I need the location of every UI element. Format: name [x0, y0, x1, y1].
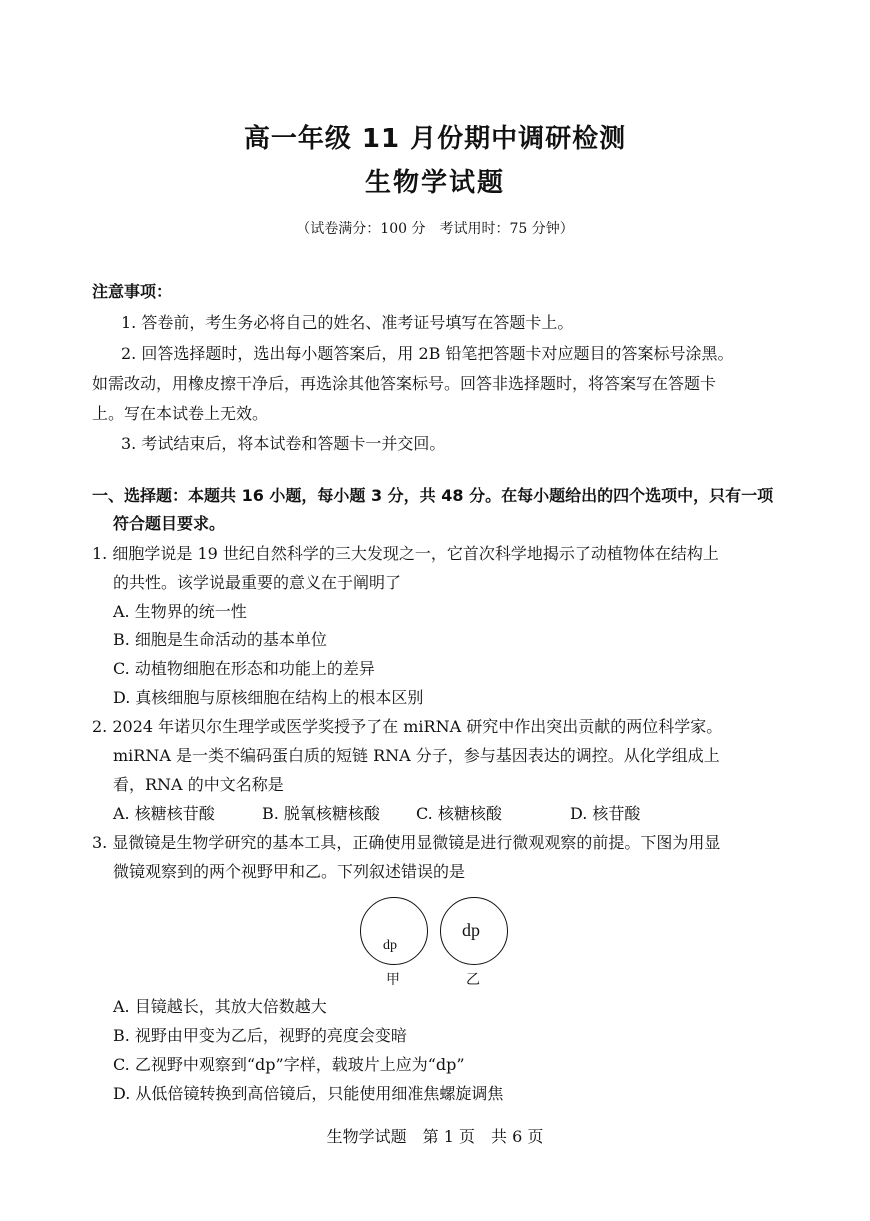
q3-option-c: C. 乙视野中观察到“dp”字样，载玻片上应为“dp”: [113, 1055, 465, 1074]
q2-stem-line-2: miRNA 是一类不编码蛋白质的短链 RNA 分子，参与基因表达的调控。从化学组成上: [113, 746, 720, 765]
q1-option-d: D. 真核细胞与原核细胞在结构上的根本区别: [113, 688, 424, 707]
q3-option-d: D. 从低倍镜转换到高倍镜后，只能使用细准焦螺旋调焦: [113, 1084, 504, 1103]
q2-option-b: B. 脱氧核糖核酸: [262, 804, 380, 823]
q1-stem-line-1: 1. 细胞学说是 19 世纪自然科学的三大发现之一，它首次科学地揭示了动植物体在结构上: [92, 544, 719, 563]
exam-subject-title: 生物学试题: [364, 168, 505, 198]
page-footer: 生物学试题 第 1 页 共 6 页: [326, 1127, 544, 1146]
field-jia-text: dp: [383, 938, 397, 953]
notes-item-2-line-1: 2. 回答选择题时，选出每小题答案后，用 2B 铅笔把答题卡对应题目的答案标号涂黑。: [121, 344, 734, 363]
notes-item-2-line-2: 如需改动，用橡皮擦干净后，再选涂其他答案标号。回答非选择题时，将答案写在答题卡: [92, 374, 717, 393]
notes-item-3: 3. 考试结束后，将本试卷和答题卡一并交回。: [121, 434, 446, 453]
q2-option-d: D. 核苷酸: [570, 804, 641, 823]
field-yi-circle: [440, 897, 508, 965]
section-heading-line-1: 一、选择题：本题共 16 小题，每小题 3 分，共 48 分。在每小题给出的四个选项中，只有一项: [92, 486, 774, 505]
q3-stem-line-1: 3. 显微镜是生物学研究的基本工具，正确使用显微镜是进行微观观察的前提。下图为用显: [92, 833, 721, 852]
exam-info: （试卷满分：100 分 考试用时：75 分钟）: [296, 221, 574, 237]
exam-title: 高一年级 11 月份期中调研检测: [243, 124, 627, 154]
q3-stem-line-2: 微镜观察到的两个视野甲和乙。下列叙述错误的是: [113, 862, 466, 881]
notes-item-1: 1. 答卷前，考生务必将自己的姓名、准考证号填写在答题卡上。: [121, 313, 574, 332]
q3-option-a: A. 目镜越长，其放大倍数越大: [113, 997, 327, 1016]
q2-stem-line-1: 2. 2024 年诺贝尔生理学或医学奖授予了在 miRNA 研究中作出突出贡献的两位科学家。: [92, 717, 723, 736]
q1-option-a: A. 生物界的统一性: [113, 602, 247, 621]
field-jia-label: 甲: [386, 972, 400, 988]
q1-stem-line-2: 的共性。该学说最重要的意义在于阐明了: [113, 573, 402, 592]
q3-option-b: B. 视野由甲变为乙后，视野的亮度会变暗: [113, 1026, 407, 1045]
field-yi-text: dp: [462, 920, 480, 940]
field-jia-circle: [360, 897, 428, 965]
q2-stem-line-3: 看，RNA 的中文名称是: [113, 775, 284, 794]
section-heading-line-2: 符合题目要求。: [113, 514, 226, 533]
notes-item-2-line-3: 上。写在本试卷上无效。: [92, 404, 269, 423]
field-yi-label: 乙: [466, 972, 480, 988]
q1-option-b: B. 细胞是生命活动的基本单位: [113, 630, 327, 649]
q2-option-a: A. 核糖核苷酸: [113, 804, 215, 823]
notes-heading: 注意事项：: [92, 282, 173, 301]
q2-option-c: C. 核糖核酸: [416, 804, 502, 823]
q1-option-c: C. 动植物细胞在形态和功能上的差异: [113, 659, 375, 678]
